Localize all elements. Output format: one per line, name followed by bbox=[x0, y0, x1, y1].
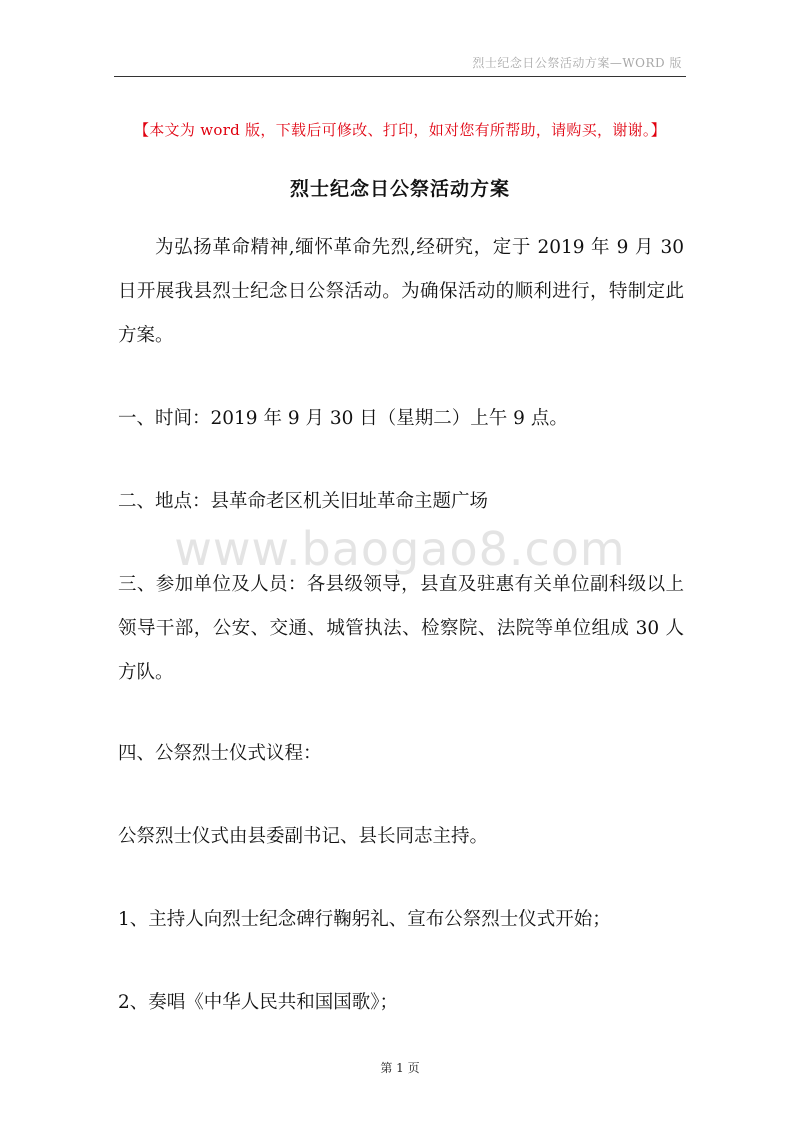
section-place: 二、地点：县革命老区机关旧址革命主题广场 bbox=[118, 491, 489, 512]
intro-paragraph: 为弘扬革命精神,缅怀革命先烈,经研究，定于 2019 年 9 月 30 日开展我县烈士纪念日公祭活动。为确保活动的顺利进行，特制定此方案。 bbox=[118, 237, 684, 346]
header-divider bbox=[114, 76, 686, 77]
site-watermark: www.baogao8.com bbox=[174, 522, 626, 576]
page-number: 第 1 页 bbox=[380, 1061, 420, 1075]
ceremony-step-1: 1、主持人向烈士纪念碑行鞠躬礼、宣布公祭烈士仪式开始； bbox=[118, 909, 611, 930]
section-time: 一、时间：2019 年 9 月 30 日（星期二）上午 9 点。 bbox=[118, 408, 568, 429]
section-host: 公祭烈士仪式由县委副书记、县长同志主持。 bbox=[118, 826, 489, 847]
ceremony-step-2: 2、奏唱《中华人民共和国国歌》； bbox=[118, 992, 399, 1013]
purchase-notice: 【本文为 word 版，下载后可修改、打印，如对您有所帮助，请购买，谢谢。】 bbox=[133, 121, 667, 139]
running-header: 烈士纪念日公祭活动方案—WORD 版 bbox=[472, 56, 682, 70]
section-ceremony-heading: 四、公祭烈士仪式议程： bbox=[118, 743, 322, 764]
section-participants: 三、参加单位及人员：各县级领导，县直及驻惠有关单位副科级以上领导干部，公安、交通、城管执法、检察院、法院等单位组成 30 人方队。 bbox=[118, 574, 684, 683]
document-title: 烈士纪念日公祭活动方案 bbox=[289, 178, 510, 200]
